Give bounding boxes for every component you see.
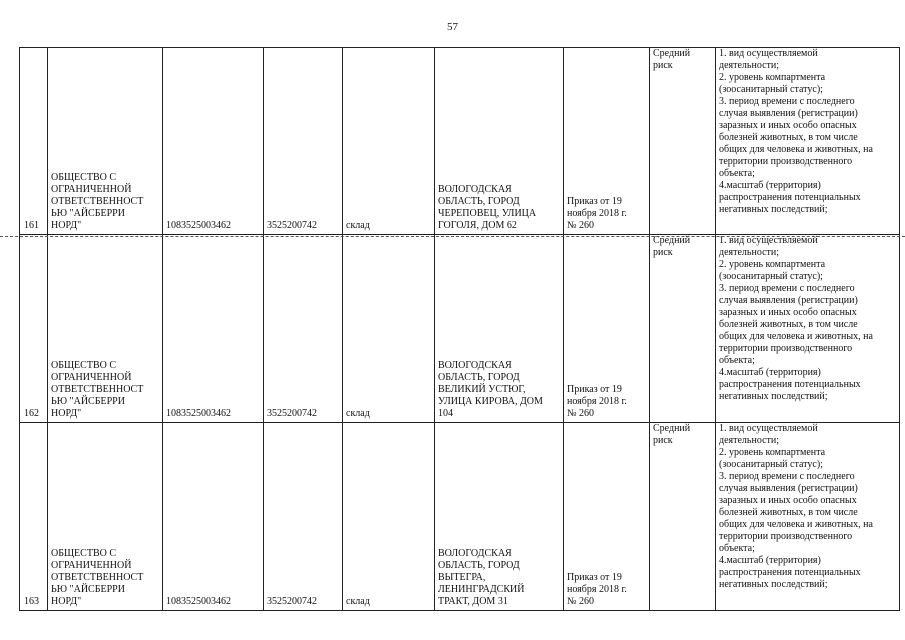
address <box>435 423 564 611</box>
address-line: 104 <box>438 408 453 419</box>
row-index: 161 <box>20 48 48 235</box>
order-reference-line: Приказ от 19 <box>567 384 622 395</box>
organization-name-line: ОГРАНИЧЕННОЙ <box>51 372 132 383</box>
address-line: ГОГОЛЯ, ДОМ 62 <box>438 220 517 231</box>
organization-name <box>48 235 163 423</box>
organization-name-line: ОГРАНИЧЕННОЙ <box>51 184 132 195</box>
address-line: УЛИЦА КИРОВА, ДОМ <box>438 396 543 407</box>
order-reference-line: № 260 <box>567 408 595 419</box>
risk-criteria <box>716 48 900 235</box>
risk-criteria-line: случая выявления (регистрации) <box>719 483 858 494</box>
risk-criteria-line: болезней животных, в том числе <box>719 132 858 143</box>
risk-criteria-line: негативных последствий; <box>719 391 828 402</box>
risk-criteria-line: объекта; <box>719 355 755 366</box>
organization-name-line: ОГРАНИЧЕННОЙ <box>51 560 132 571</box>
risk-criteria-line: 2. уровень компартмента <box>719 447 826 458</box>
object-type: склад <box>343 235 435 423</box>
address-line: ВОЛОГОДСКАЯ <box>438 184 512 195</box>
risk-criteria-line: территории производственного <box>719 156 853 167</box>
organization-name-line: ОБЩЕСТВО С <box>51 172 116 183</box>
risk-criteria-line: распространения потенциальных <box>719 379 861 390</box>
risk-criteria-line: распространения потенциальных <box>719 567 861 578</box>
address-line: ЛЕНИНГРАДСКИЙ <box>438 584 525 595</box>
organization-name-line: ОТВЕТСТВЕННОСТ <box>51 384 144 395</box>
ogrn: 1083525003462 <box>163 423 264 611</box>
address-line: ВЫТЕГРА, <box>438 572 486 583</box>
page-number: 57 <box>447 21 458 33</box>
table-row <box>20 423 900 611</box>
risk-criteria-line: (зоосанитарный статус); <box>719 84 823 95</box>
order-reference-line: ноября 2018 г. <box>567 396 627 407</box>
risk-criteria-line: заразных и иных особо опасных <box>719 120 857 131</box>
risk-criteria-line: 3. период времени с последнего <box>719 471 855 482</box>
order-reference <box>564 235 650 423</box>
risk-criteria-line: заразных и иных особо опасных <box>719 307 857 318</box>
risk-criteria-line: территории производственного <box>719 531 853 542</box>
risk-category <box>650 235 716 423</box>
risk-criteria-line: 1. вид осуществляемой <box>719 423 818 434</box>
organization-name <box>48 423 163 611</box>
address-line: ОБЛАСТЬ, ГОРОД <box>438 196 520 207</box>
risk-category-line: Средний <box>653 423 691 434</box>
risk-criteria-line: (зоосанитарный статус); <box>719 271 823 282</box>
risk-criteria-line: распространения потенциальных <box>719 192 861 203</box>
risk-criteria-line: деятельности; <box>719 247 780 258</box>
address-line: ОБЛАСТЬ, ГОРОД <box>438 372 520 383</box>
registry-table <box>19 47 900 611</box>
organization-name-line: ЬЮ "АЙСБЕРРИ <box>51 584 125 595</box>
risk-criteria-line: общих для человека и животных, на <box>719 519 873 530</box>
risk-criteria-line: 2. уровень компартмента <box>719 72 826 83</box>
address <box>435 235 564 423</box>
organization-name-line: ЬЮ "АЙСБЕРРИ <box>51 396 125 407</box>
risk-criteria-line: общих для человека и животных, на <box>719 331 873 342</box>
risk-criteria-line: случая выявления (регистрации) <box>719 108 858 119</box>
risk-criteria-line: 2. уровень компартмента <box>719 259 826 270</box>
risk-criteria-line: общих для человека и животных, на <box>719 144 873 155</box>
object-type: склад <box>343 48 435 235</box>
risk-criteria-line: территории производственного <box>719 343 853 354</box>
registry-rows <box>20 48 900 611</box>
order-reference-line: Приказ от 19 <box>567 572 622 583</box>
organization-name-line: НОРД" <box>51 408 82 419</box>
object-type: склад <box>343 423 435 611</box>
organization-name-line: НОРД" <box>51 596 82 607</box>
address-line: ВЕЛИКИЙ УСТЮГ, <box>438 384 526 395</box>
organization-name-line: ОТВЕТСТВЕННОСТ <box>51 196 144 207</box>
risk-category-line: Средний <box>653 235 691 246</box>
risk-criteria-line: 4.масштаб (территория) <box>719 367 821 378</box>
table-row <box>20 48 900 235</box>
organization-name-line: ОТВЕТСТВЕННОСТ <box>51 572 144 583</box>
risk-category <box>650 48 716 235</box>
risk-criteria-line: болезней животных, в том числе <box>719 507 858 518</box>
ogrn: 1083525003462 <box>163 48 264 235</box>
risk-criteria-line: 3. период времени с последнего <box>719 96 855 107</box>
risk-criteria-line: (зоосанитарный статус); <box>719 459 823 470</box>
organization-name <box>48 48 163 235</box>
organization-name-line: ОБЩЕСТВО С <box>51 360 116 371</box>
order-reference-line: № 260 <box>567 596 595 607</box>
risk-criteria-line: случая выявления (регистрации) <box>719 295 858 306</box>
order-reference-line: Приказ от 19 <box>567 196 622 207</box>
order-reference-line: ноября 2018 г. <box>567 584 627 595</box>
address-line: ВОЛОГОДСКАЯ <box>438 548 512 559</box>
risk-criteria-line: объекта; <box>719 543 755 554</box>
risk-criteria-line: 4.масштаб (территория) <box>719 555 821 566</box>
risk-criteria-line: объекта; <box>719 168 755 179</box>
risk-criteria-line: 3. период времени с последнего <box>719 283 855 294</box>
risk-category-line: риск <box>653 60 673 71</box>
address-line: ЧЕРЕПОВЕЦ, УЛИЦА <box>438 208 537 219</box>
risk-criteria-line: 1. вид осуществляемой <box>719 235 818 246</box>
ogrn: 1083525003462 <box>163 235 264 423</box>
address-line: ВОЛОГОДСКАЯ <box>438 360 512 371</box>
risk-criteria-line: 1. вид осуществляемой <box>719 48 818 59</box>
risk-category-line: риск <box>653 247 673 258</box>
scan-fold-line <box>0 236 905 237</box>
order-reference-line: № 260 <box>567 220 595 231</box>
risk-criteria-line: болезней животных, в том числе <box>719 319 858 330</box>
inn: 3525200742 <box>264 48 343 235</box>
risk-category <box>650 423 716 611</box>
inn: 3525200742 <box>264 235 343 423</box>
risk-criteria-line: деятельности; <box>719 435 780 446</box>
risk-category-line: риск <box>653 435 673 446</box>
row-index: 163 <box>20 423 48 611</box>
risk-criteria <box>716 235 900 423</box>
organization-name-line: ЬЮ "АЙСБЕРРИ <box>51 208 125 219</box>
address-line: ТРАКТ, ДОМ 31 <box>438 596 508 607</box>
risk-criteria <box>716 423 900 611</box>
risk-criteria-line: негативных последствий; <box>719 204 828 215</box>
order-reference-line: ноября 2018 г. <box>567 208 627 219</box>
order-reference <box>564 48 650 235</box>
risk-criteria-line: негативных последствий; <box>719 579 828 590</box>
risk-criteria-line: заразных и иных особо опасных <box>719 495 857 506</box>
risk-criteria-line: деятельности; <box>719 60 780 71</box>
inn: 3525200742 <box>264 423 343 611</box>
address <box>435 48 564 235</box>
organization-name-line: НОРД" <box>51 220 82 231</box>
organization-name-line: ОБЩЕСТВО С <box>51 548 116 559</box>
risk-criteria-line: 4.масштаб (территория) <box>719 180 821 191</box>
order-reference <box>564 423 650 611</box>
address-line: ОБЛАСТЬ, ГОРОД <box>438 560 520 571</box>
row-index: 162 <box>20 235 48 423</box>
table-row <box>20 235 900 423</box>
risk-category-line: Средний <box>653 48 691 59</box>
